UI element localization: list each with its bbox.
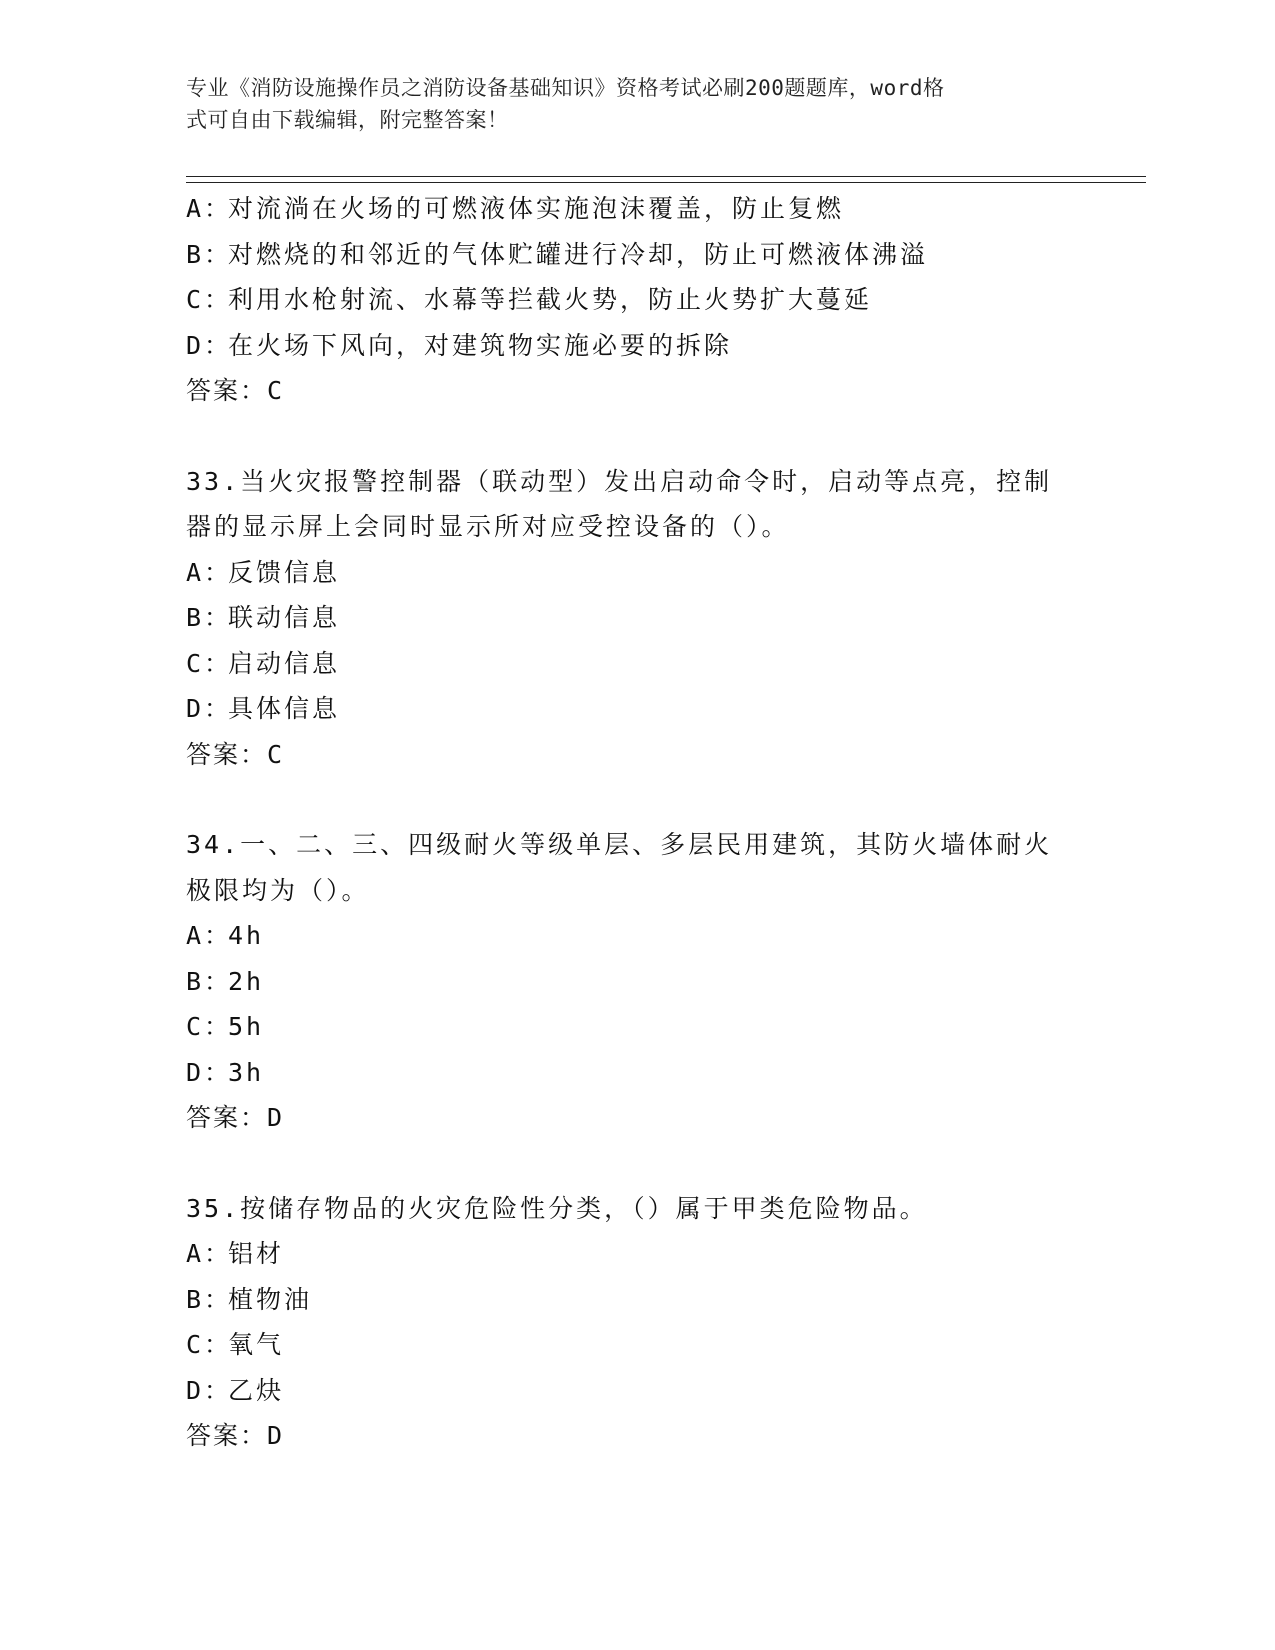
option-b: B：联动信息 <box>186 603 341 632</box>
option-b: B：2h <box>186 966 265 996</box>
option-a: A：反馈信息 <box>186 557 341 587</box>
option-c: C：启动信息 <box>186 648 341 678</box>
option-b: B：对燃烧的和邻近的气体贮罐进行冷却，防止可燃液体沸溢 <box>186 239 929 269</box>
answer-line: 答案：C <box>186 739 285 769</box>
option-d: D：具体信息 <box>186 694 341 723</box>
question-stem: 34.一、二、三、四级耐火等级单层、多层民用建筑，其防火墙体耐火极限均为（）。 <box>186 830 1053 905</box>
option-b: B：植物油 <box>186 1284 313 1314</box>
question-block-33 <box>186 459 1086 778</box>
spacer <box>186 1141 1086 1186</box>
question-stem: 35.按储存物品的火灾危险性分类，（）属于甲类危险物品。 <box>186 1193 928 1223</box>
question-block-35 <box>186 1186 1086 1459</box>
option-c: C：氧气 <box>186 1330 285 1359</box>
spacer <box>186 414 1086 459</box>
option-d: D：乙炔 <box>186 1375 285 1405</box>
option-c: C：5h <box>186 1012 265 1041</box>
option-a: A：铝材 <box>186 1239 285 1268</box>
answer-line: 答案：C <box>186 376 285 405</box>
option-d: D：在火场下风向，对建筑物实施必要的拆除 <box>186 330 733 360</box>
answer-line: 答案：D <box>186 1103 285 1132</box>
option-a: A：对流淌在火场的可燃液体实施泡沫覆盖，防止复燃 <box>186 194 845 223</box>
spacer <box>186 777 1086 822</box>
header-divider <box>186 176 1146 183</box>
option-d: D：3h <box>186 1057 265 1087</box>
header-line-2: 式可自由下载编辑，附完整答案！ <box>186 108 509 132</box>
question-stem: 33.当火灾报警控制器（联动型）发出启动命令时，启动等点亮，控制器的显示屏上会同时显示所对应受控设备的（）。 <box>186 466 1053 541</box>
question-list <box>186 186 1086 1459</box>
question-block-34 <box>186 822 1086 1141</box>
answer-line: 答案：D <box>186 1421 285 1450</box>
option-a: A：4h <box>186 921 265 950</box>
question-block-partial <box>186 186 1086 414</box>
option-c: C：利用水枪射流、水幕等拦截火势，防止火势扩大蔓延 <box>186 285 873 314</box>
document-header <box>186 72 1066 136</box>
header-line-1: 专业《消防设施操作员之消防设备基础知识》资格考试必刷200题题库，word格 <box>186 76 945 100</box>
